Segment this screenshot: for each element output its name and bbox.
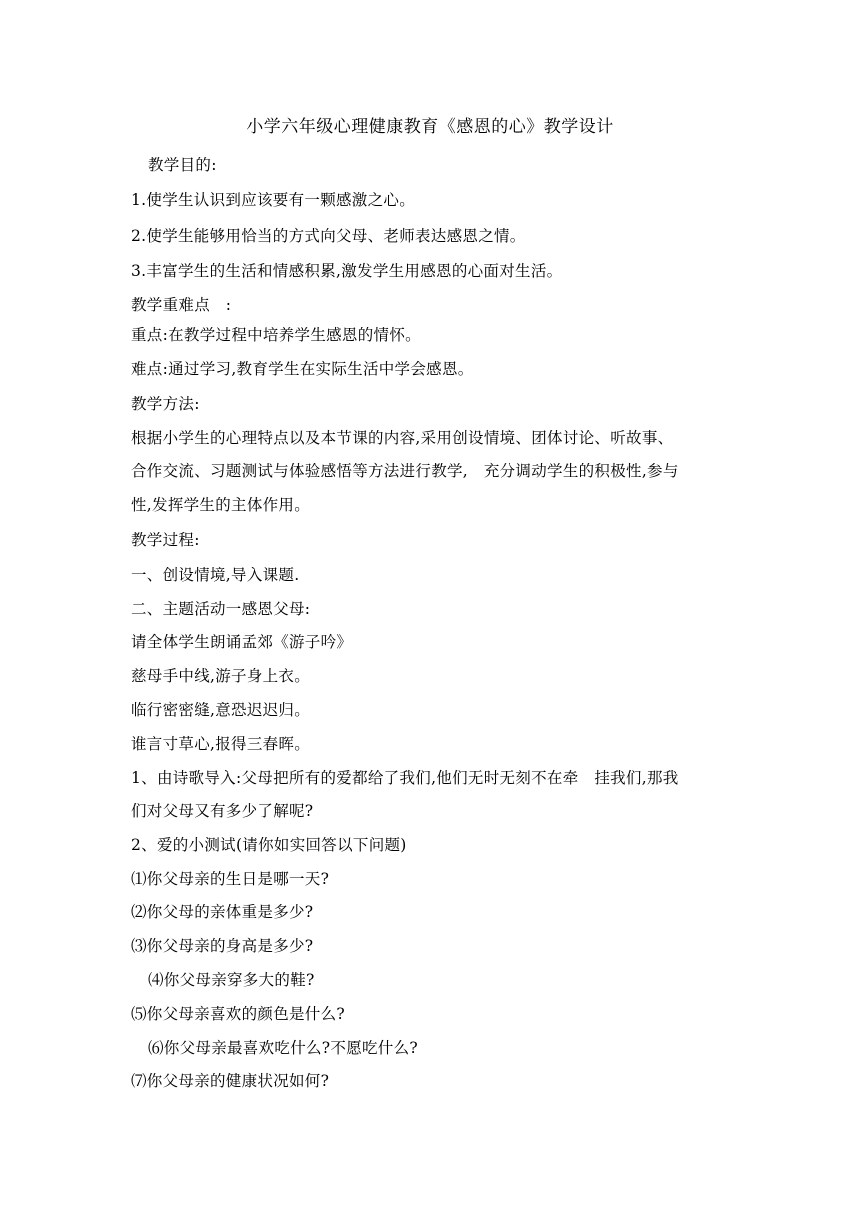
section-heading-methods: 教学方法: xyxy=(131,395,200,413)
quiz-question-6: ⑹你父母亲最喜欢吃什么?不愿吃什么? xyxy=(148,1039,419,1057)
quiz-question-5: ⑸你父母亲喜欢的颜色是什么? xyxy=(131,1005,346,1023)
process-step-2: 二、主题活动一感恩父母: xyxy=(131,600,311,618)
objective-item-2: 2.使学生能够用恰当的方式向父母、老师表达感恩之情。 xyxy=(131,227,526,245)
process-step-1: 一、创设情境,导入课题. xyxy=(131,566,300,584)
poem-lead-line-2: 们对父母又有多少了解呢? xyxy=(131,802,314,820)
quiz-question-3: ⑶你父母亲的身高是多少? xyxy=(131,937,314,955)
quiz-question-2: ⑵你父母的亲体重是多少? xyxy=(131,903,314,921)
poem-lead-line-1: 1、由诗歌导入:父母把所有的爱都给了我们,他们无时无刻不在牵 挂我们,那我 xyxy=(131,769,679,787)
quiz-question-1: ⑴你父母亲的生日是哪一天? xyxy=(131,870,330,888)
section-heading-objectives: 教学目的: xyxy=(148,156,217,174)
quiz-heading: 2、爱的小测试(请你如实回答以下问题) xyxy=(131,836,407,854)
section-heading-key-points: 教学重难点 : xyxy=(131,296,232,314)
methods-paragraph-line-2: 合作交流、习题测试与体验感悟等方法进行教学, 充分调动学生的积极性,参与 xyxy=(131,462,679,480)
difficult-point: 难点:通过学习,教育学生在实际生活中学会感恩。 xyxy=(131,360,474,378)
methods-paragraph-line-1: 根据小学生的心理特点以及本节课的内容,采用创设情境、团体讨论、听故事、 xyxy=(131,429,674,447)
objective-item-1: 1.使学生认识到应该要有一颗感激之心。 xyxy=(131,191,415,209)
poem-line-3: 谁言寸草心,报得三春晖。 xyxy=(131,735,311,753)
section-heading-process: 教学过程: xyxy=(131,531,200,549)
quiz-question-4: ⑷你父母亲穿多大的鞋? xyxy=(148,971,315,989)
poem-intro: 请全体学生朗诵孟郊《游子吟》 xyxy=(131,633,353,651)
poem-line-1: 慈母手中线,游子身上衣。 xyxy=(131,667,311,685)
quiz-question-7: ⑺你父母亲的健康状况如何? xyxy=(131,1072,330,1090)
poem-line-2: 临行密密缝,意恐迟迟归。 xyxy=(131,701,311,719)
objective-item-3: 3.丰富学生的生活和情感积累,激发学生用感恩的心面对生活。 xyxy=(131,262,563,280)
key-point: 重点:在教学过程中培养学生感恩的情怀。 xyxy=(131,326,421,344)
methods-paragraph-line-3: 性,发挥学生的主体作用。 xyxy=(131,496,311,514)
document-title: 小学六年级心理健康教育《感恩的心》教学设计 xyxy=(246,117,614,137)
